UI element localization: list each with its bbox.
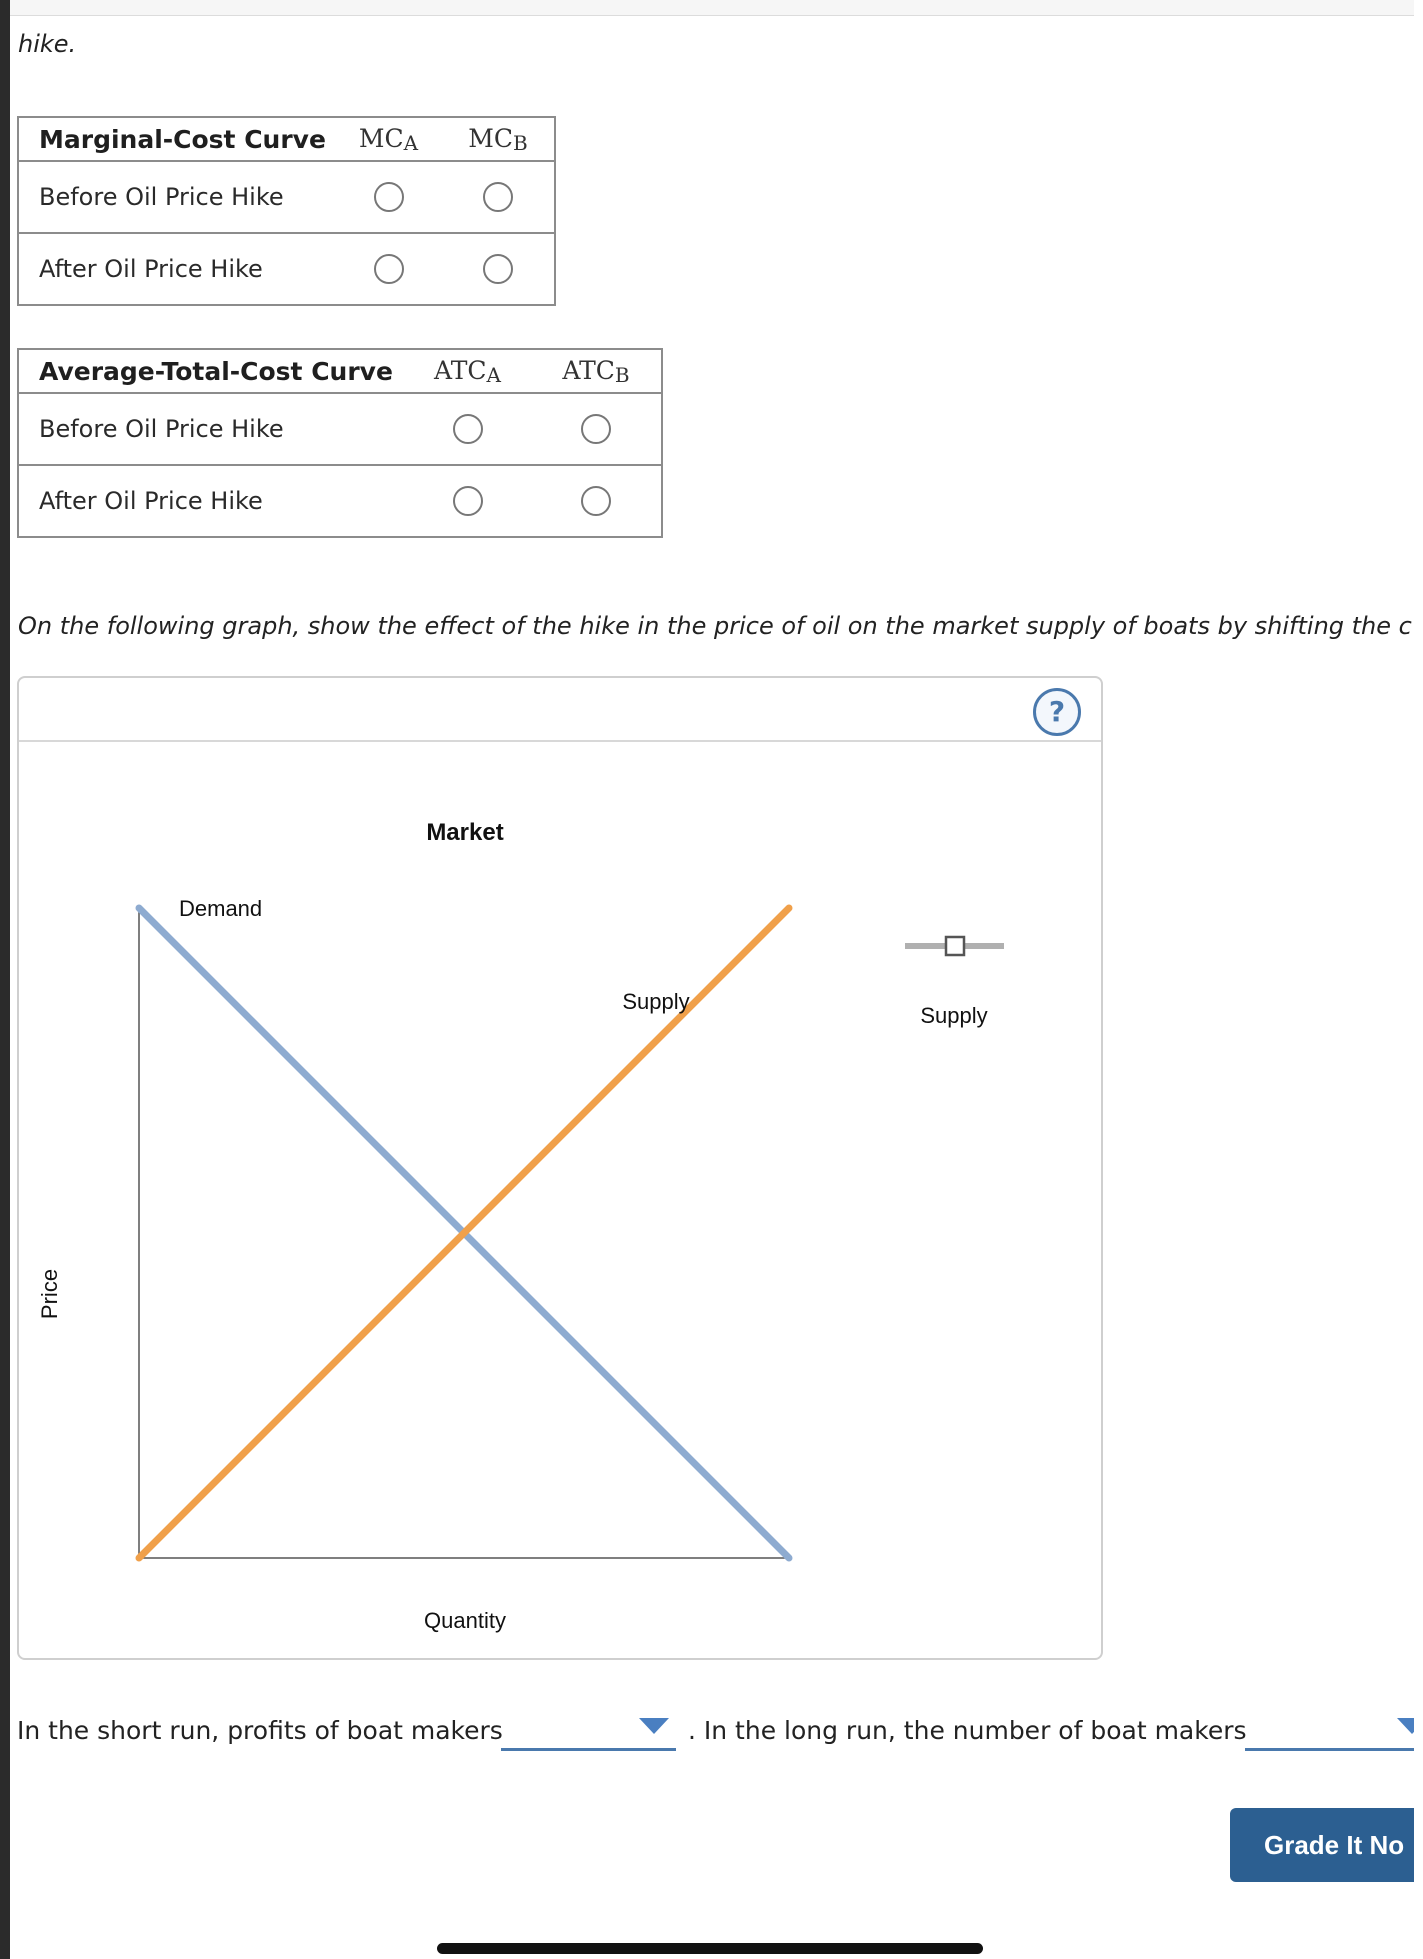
y-axis-label: Price bbox=[36, 1268, 62, 1320]
mc-b-before-radio[interactable] bbox=[483, 182, 513, 212]
chart-title: Market bbox=[426, 819, 504, 846]
atc-a-after-radio[interactable] bbox=[453, 486, 483, 516]
mc-table-header: Marginal-Cost Curve bbox=[18, 117, 335, 161]
left-edge-bar bbox=[0, 0, 10, 1959]
intro-text: hike. bbox=[18, 30, 77, 58]
home-indicator bbox=[437, 1943, 983, 1954]
atc-a-before-radio[interactable] bbox=[453, 414, 483, 444]
x-axis-label: Quantity bbox=[424, 1608, 506, 1633]
row-label: Before Oil Price Hike bbox=[18, 393, 404, 465]
row-label: After Oil Price Hike bbox=[18, 233, 335, 305]
atc-b-after-radio[interactable] bbox=[581, 486, 611, 516]
atc-b-column-header: $ATC_B$ bbox=[531, 349, 662, 393]
atc-row-before bbox=[18, 393, 662, 465]
chevron-down-icon bbox=[639, 1718, 669, 1734]
atc-b-before-radio[interactable] bbox=[581, 414, 611, 444]
row-label: Before Oil Price Hike bbox=[18, 161, 335, 233]
long-run-dropdown[interactable] bbox=[1245, 1710, 1423, 1751]
mc-b-after-radio[interactable] bbox=[483, 254, 513, 284]
right-edge bbox=[1414, 0, 1423, 1959]
atc-a-column-header: $ATC_A$ bbox=[404, 349, 531, 393]
short-run-text: In the short run, profits of boat makers bbox=[17, 1716, 503, 1745]
short-run-dropdown[interactable] bbox=[501, 1710, 676, 1751]
series-layer bbox=[139, 896, 789, 1558]
atc-table bbox=[17, 348, 663, 538]
mc-a-before-radio[interactable] bbox=[374, 182, 404, 212]
mc-table bbox=[17, 116, 556, 306]
long-run-text: . In the long run, the number of boat makers bbox=[688, 1716, 1247, 1745]
mc-row-before bbox=[18, 161, 555, 233]
atc-table-header: Average-Total-Cost Curve bbox=[18, 349, 404, 393]
demand-curve-label: Demand bbox=[179, 896, 263, 921]
mc-a-column-header: $MC_A$ bbox=[335, 117, 442, 161]
atc-table-header-row bbox=[18, 349, 662, 393]
mc-b-column-header: $MC_B$ bbox=[442, 117, 555, 161]
mc-table-header-row bbox=[18, 117, 555, 161]
market-graph[interactable] bbox=[19, 678, 1101, 1658]
atc-row-after bbox=[18, 465, 662, 537]
supply-curve-label: Supply bbox=[622, 989, 690, 1014]
help-icon[interactable]: ? bbox=[1033, 688, 1081, 736]
supply-palette-handle[interactable] bbox=[946, 937, 964, 955]
mc-row-after bbox=[18, 233, 555, 305]
row-label: After Oil Price Hike bbox=[18, 465, 404, 537]
graph-instructions: On the following graph, show the effect of the hike in the price of oil on the market supply of boats by shifting the c bbox=[18, 612, 1412, 640]
top-strip bbox=[10, 0, 1423, 16]
grade-it-now-button[interactable]: Grade It No bbox=[1230, 1808, 1423, 1882]
supply-palette-label: Supply bbox=[920, 1003, 988, 1028]
graph-panel bbox=[17, 676, 1103, 1660]
mc-a-after-radio[interactable] bbox=[374, 254, 404, 284]
